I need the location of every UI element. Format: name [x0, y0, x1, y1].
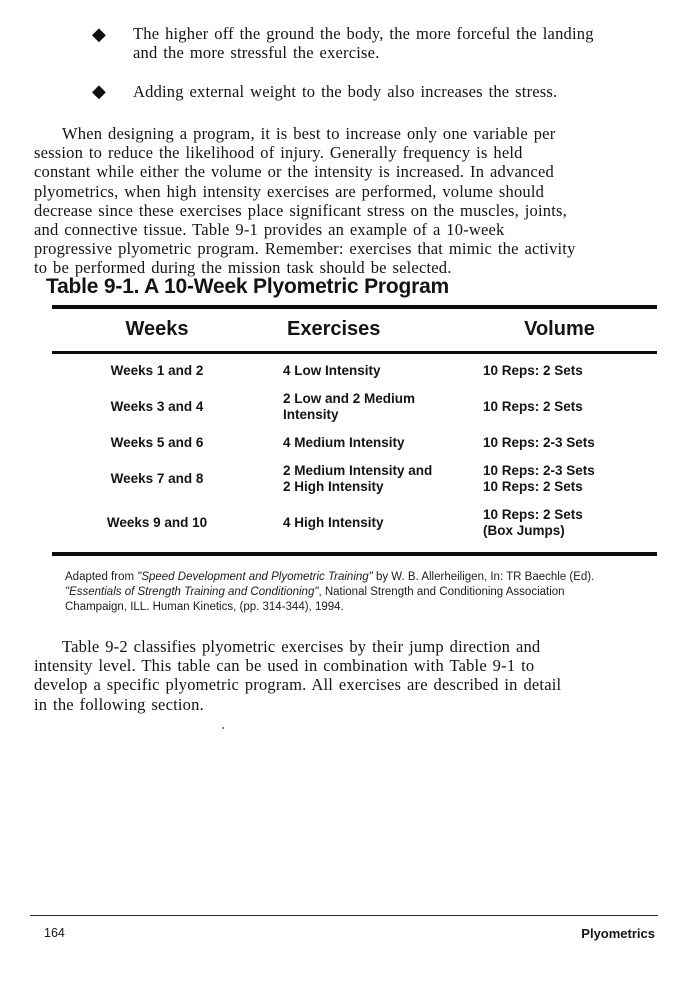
exercises-cell	[262, 391, 462, 423]
footer-rule	[30, 915, 658, 916]
table-top-rule	[52, 305, 657, 309]
cell-line: 2 Low and 2 Medium	[283, 391, 416, 406]
text-line: constant while either the volume or the intensity is increased. In advanced	[34, 162, 554, 182]
closing-paragraph	[34, 637, 664, 714]
text-line: When designing a program, it is best to increase only one variable per	[62, 124, 556, 143]
citation-line	[65, 600, 655, 615]
exercises-cell	[262, 515, 462, 531]
exercises-cell	[262, 463, 462, 495]
cell-line: Weeks 5 and 6	[110, 435, 204, 450]
cell-line: 4 Medium Intensity	[283, 435, 405, 450]
table-row	[52, 463, 657, 495]
cell-line: Weeks 7 and 8	[110, 471, 204, 486]
volume-cell	[462, 435, 657, 451]
cell-line: (Box Jumps)	[483, 523, 565, 538]
table-row	[52, 391, 657, 423]
cell-line: 10 Reps: 2-3 Sets	[483, 435, 595, 450]
text-line: develop a specific plyometric program. All exercises are described in detail	[34, 675, 562, 695]
diamond-bullet-icon: ◆	[92, 81, 106, 102]
cell-line: Weeks 1 and 2	[110, 363, 204, 378]
text-line: Adding external weight to the body also increases the stress.	[133, 82, 558, 101]
diamond-bullet-icon: ◆	[92, 24, 106, 45]
citation-segment: Adapted from	[65, 571, 138, 583]
text-line: decrease since these exercises place significant stress on the muscles, joints,	[34, 200, 567, 220]
table-body	[52, 363, 657, 551]
table-header-rule	[52, 351, 657, 354]
exercises-cell	[262, 363, 462, 379]
cell-line: 10 Reps: 2-3 Sets	[483, 463, 595, 478]
cell-line: 4 High Intensity	[283, 515, 384, 530]
column-header-exercises: Exercises	[287, 317, 381, 340]
cell-line: Intensity	[283, 407, 339, 422]
table-title: Table 9-1. A 10-Week Plyometric Program	[46, 275, 450, 298]
cell-line: 2 High Intensity	[283, 479, 384, 494]
volume-cell	[462, 399, 657, 415]
cell-line: Weeks 3 and 4	[110, 399, 204, 414]
text-line: session to reduce the likelihood of injury. Generally frequency is held	[34, 143, 523, 163]
text-line: progressive plyometric program. Remember: exercises that mimic the activity	[34, 239, 576, 259]
weeks-cell	[52, 363, 262, 379]
citation-segment: by W. B. Allerheiligen, In: TR Baechle (Ed).	[372, 571, 595, 583]
column-header-volume: Volume	[524, 317, 595, 340]
bullet-item-2	[133, 82, 557, 101]
cell-line: 4 Low Intensity	[283, 363, 381, 378]
text-line: plyometrics, when high intensity exercises are performed, volume should	[34, 181, 545, 201]
page-number: 164	[44, 926, 65, 940]
text-line: in the following section.	[34, 694, 204, 714]
table-row	[52, 363, 657, 379]
citation-line	[65, 585, 655, 600]
cell-line: 10 Reps: 2 Sets	[483, 479, 583, 494]
chapter-label: Plyometrics	[581, 926, 655, 941]
text-line: The higher off the ground the body, the more forceful the landing	[133, 24, 594, 43]
volume-cell	[462, 363, 657, 379]
table-header-row	[52, 315, 657, 343]
weeks-cell	[52, 435, 262, 451]
cell-line: 10 Reps: 2 Sets	[483, 507, 583, 522]
exercises-cell	[262, 435, 462, 451]
table-row	[52, 507, 657, 539]
scan-artifact-dot	[222, 727, 224, 729]
weeks-cell	[52, 399, 262, 415]
bullet-item-1	[133, 24, 594, 62]
citation-italic-segment: "Speed Development and Plyometric Training"	[137, 571, 373, 583]
cell-line: Weeks 9 and 10	[106, 515, 208, 530]
weeks-cell	[52, 471, 262, 487]
volume-cell	[462, 463, 657, 495]
text-line: Table 9-2 classifies plyometric exercises by their jump direction and	[62, 637, 541, 656]
text-line: to be performed during the mission task should be selected.	[34, 258, 452, 278]
cell-line: 10 Reps: 2 Sets	[483, 363, 583, 378]
text-line: and the more stressful the exercise.	[133, 43, 380, 63]
table-bottom-rule	[52, 552, 657, 556]
text-line: and connective tissue. Table 9-1 provides an example of a 10-week	[34, 220, 505, 240]
citation-segment: Champaign, ILL. Human Kinetics, (pp. 314-344), 1994.	[65, 601, 344, 613]
citation-italic-segment: "Essentials of Strength Training and Conditioning"	[65, 586, 319, 598]
intro-paragraph	[34, 124, 664, 278]
table-citation	[65, 570, 655, 615]
weeks-cell	[52, 515, 262, 531]
column-header-weeks: Weeks	[125, 317, 189, 340]
citation-line	[65, 570, 655, 585]
cell-line: 10 Reps: 2 Sets	[483, 399, 583, 414]
text-line: intensity level. This table can be used in combination with Table 9-1 to	[34, 656, 535, 676]
citation-segment: , National Strength and Conditioning Association	[318, 586, 565, 598]
volume-cell	[462, 507, 657, 539]
cell-line: 2 Medium Intensity and	[283, 463, 433, 478]
table-row	[52, 435, 657, 451]
